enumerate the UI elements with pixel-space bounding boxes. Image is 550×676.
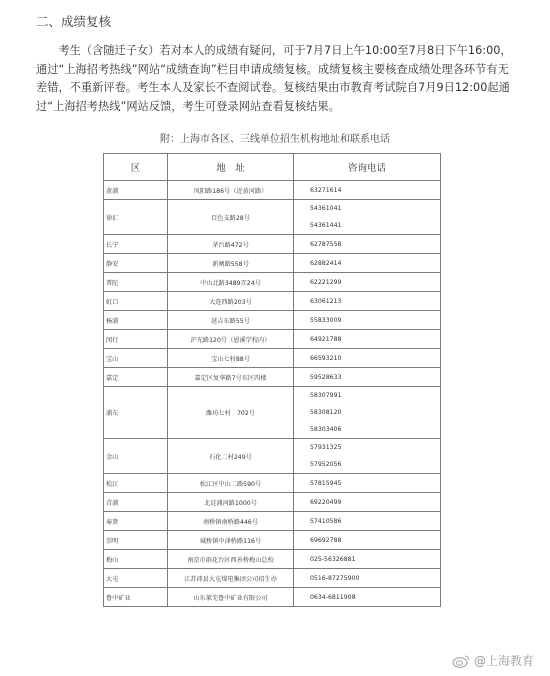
weibo-watermark	[452, 652, 534, 669]
phone-number: 0634-6811908	[310, 593, 356, 601]
phone-cell	[294, 330, 441, 349]
district-cell: 宝山	[104, 349, 168, 368]
address-cell: 延吉东路55号	[168, 311, 294, 330]
address-cell: 城桥镇中津桥路116号	[168, 531, 294, 550]
phone-cell	[294, 292, 441, 311]
district-cell: 静安	[104, 254, 168, 273]
phone-cell	[294, 368, 441, 387]
phone-number: 58307991	[310, 392, 342, 399]
phone-number: 63271614	[310, 186, 342, 194]
district-cell: 奉贤	[104, 512, 168, 531]
phone-number: 57815945	[310, 479, 342, 487]
address-cell: 嘉定区复华路7号东区四楼	[168, 368, 294, 387]
phone-number: 63061213	[310, 297, 342, 305]
phone-cell	[294, 550, 441, 569]
phone-number: 54361441	[310, 222, 342, 229]
district-cell: 崇明	[104, 531, 168, 550]
district-cell: 嘉定	[104, 368, 168, 387]
phone-cell	[294, 349, 441, 368]
phone-number: 69692788	[310, 536, 342, 544]
table-row	[104, 200, 441, 235]
phone-cell	[294, 512, 441, 531]
table-row	[104, 292, 441, 311]
district-cell: 青浦	[104, 493, 168, 512]
phone-number: 59528633	[310, 373, 342, 381]
phone-number: 58303406	[310, 426, 342, 433]
table-header-row	[104, 154, 441, 181]
phone-cell	[294, 254, 441, 273]
address-cell: 沪光路120号（恩溪学校内）	[168, 330, 294, 349]
phone-number: 62221299	[310, 278, 342, 286]
table-row	[104, 387, 441, 439]
phone-number: 57952056	[310, 461, 342, 468]
address-cell: 北淀浦河路1000号	[168, 493, 294, 512]
district-cell: 大屯	[104, 569, 168, 588]
phone-cell	[294, 235, 441, 254]
phone-number: 58308120	[310, 409, 342, 416]
table-row	[104, 512, 441, 531]
phone-number: 0516-87275900	[310, 574, 360, 582]
watermark-text: @上海教育	[473, 654, 534, 668]
header-phone: 咨询电话	[294, 154, 441, 181]
district-cell: 黄浦	[104, 181, 168, 200]
district-cell: 松江	[104, 474, 168, 493]
address-cell: 中山北路3489弄24号	[168, 273, 294, 292]
review-paragraph: 考生（含随迁子女）若对本人的成绩有疑问，可于7月7日上午10:00至7月8日下午16:00，通过“上海招考热线”网站“成绩查询”栏目申请成绩复核。成绩复核主要核查成绩处理各环节有无差错，不重新评卷。考生本人及家长不查阅试卷。复核结果由市教育考试院自7月9日12:00起通过“上海招考热线”网站反馈，考生可登录网站查看复核结果。	[36, 44, 512, 113]
table-row	[104, 474, 441, 493]
phone-number: 57931325	[310, 444, 342, 451]
address-cell: 南桥镇南桥路446号	[168, 512, 294, 531]
table-row	[104, 311, 441, 330]
phone-number: 69220499	[310, 498, 342, 506]
phone-cell	[294, 311, 441, 330]
address-cell: 潍坊七村 702号	[168, 387, 294, 439]
address-cell: 新闸路558号	[168, 254, 294, 273]
address-cell: 江苏沛县大屯煤电集团公司招生办	[168, 569, 294, 588]
table-row	[104, 531, 441, 550]
address-cell: 石化二村249号	[168, 439, 294, 474]
phone-cell	[294, 273, 441, 292]
table-row	[104, 493, 441, 512]
header-district: 区	[104, 154, 168, 181]
table-row	[104, 368, 441, 387]
address-cell: 大连西路203号	[168, 292, 294, 311]
phone-cell	[294, 387, 441, 439]
phone-number: 54361041	[310, 205, 342, 212]
district-cell: 闵行	[104, 330, 168, 349]
address-cell: 山东莱芜鲁中矿业有限公司	[168, 588, 294, 607]
table-row	[104, 349, 441, 368]
table-row	[104, 235, 441, 254]
header-address: 地 址	[168, 154, 294, 181]
address-cell: 凤阳路186号（近黄河路）	[168, 181, 294, 200]
phone-cell	[294, 531, 441, 550]
table-row	[104, 439, 441, 474]
district-cell: 长宁	[104, 235, 168, 254]
table-row	[104, 273, 441, 292]
phone-cell	[294, 493, 441, 512]
address-cell: 南京市雨花台区西善桥梅山总校	[168, 550, 294, 569]
table-caption: 附：上海市各区、三线单位招生机构地址和联系电话	[160, 134, 390, 145]
address-cell: 茅台路472号	[168, 235, 294, 254]
phone-number: 64921788	[310, 335, 342, 343]
phone-number: 62882414	[310, 259, 342, 267]
table-row	[104, 588, 441, 607]
table-row	[104, 254, 441, 273]
weibo-logo-icon	[452, 654, 470, 668]
phone-cell	[294, 439, 441, 474]
contacts-table	[103, 153, 441, 607]
district-cell: 浦东	[104, 387, 168, 439]
district-cell: 虹口	[104, 292, 168, 311]
district-cell: 普陀	[104, 273, 168, 292]
table-row	[104, 569, 441, 588]
section-heading: 二、成绩复核	[36, 14, 112, 29]
table-row	[104, 330, 441, 349]
phone-number: 66593210	[310, 354, 342, 362]
address-cell: 百色支路28号	[168, 200, 294, 235]
phone-number: 62787558	[310, 240, 342, 248]
district-cell: 徐汇	[104, 200, 168, 235]
table-row	[104, 181, 441, 200]
phone-number: 55833009	[310, 316, 342, 324]
phone-number: 57410586	[310, 517, 342, 525]
district-cell: 杨浦	[104, 311, 168, 330]
district-cell: 金山	[104, 439, 168, 474]
phone-number: 025-56326881	[310, 555, 356, 563]
table-row	[104, 550, 441, 569]
address-cell: 松江区中山二路590号	[168, 474, 294, 493]
phone-cell	[294, 569, 441, 588]
phone-cell	[294, 474, 441, 493]
district-cell: 鲁中矿业	[104, 588, 168, 607]
address-cell: 宝山七村88号	[168, 349, 294, 368]
table-body	[104, 181, 441, 607]
phone-cell	[294, 200, 441, 235]
phone-cell	[294, 588, 441, 607]
district-cell: 梅山	[104, 550, 168, 569]
phone-cell	[294, 181, 441, 200]
